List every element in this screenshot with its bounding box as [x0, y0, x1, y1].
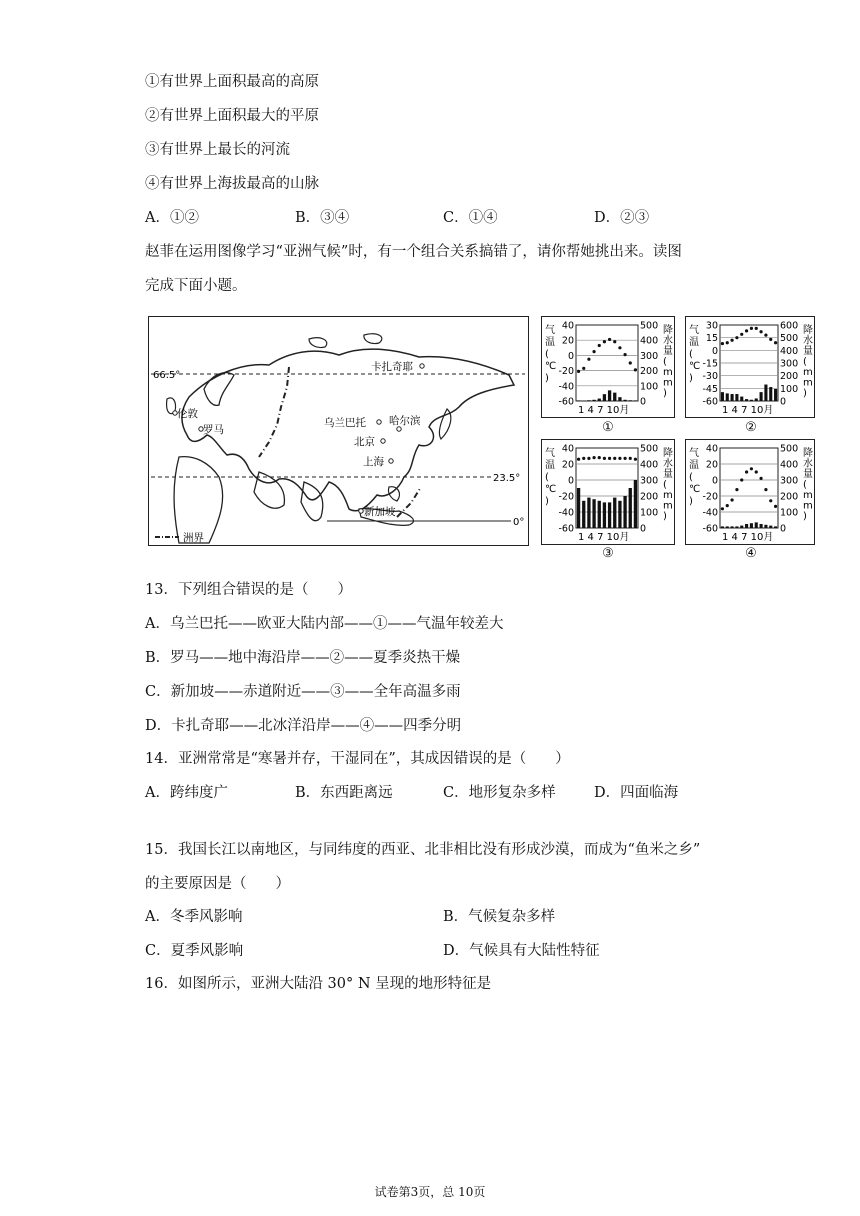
- climate-chart-4-plot: [686, 440, 814, 544]
- precip-tick-label: 0: [780, 396, 787, 408]
- city-dot: [397, 427, 401, 431]
- temp-tick-label: -15: [702, 358, 718, 370]
- temp-point: [598, 344, 601, 347]
- statement-2: ②有世界上面积最大的平原: [145, 108, 319, 124]
- temp-tick-label: -20: [558, 491, 574, 503]
- precip-axis-label: 降: [663, 448, 673, 459]
- q14-option-c[interactable]: C．地形复杂多样: [443, 785, 556, 801]
- precip-bar: [618, 501, 621, 528]
- precip-tick-label: 300: [780, 358, 799, 370]
- month-axis-label: 1 4 7 10月: [578, 405, 630, 416]
- precip-bar: [760, 392, 763, 401]
- precip-bar: [587, 400, 590, 401]
- precip-axis-label: (: [663, 479, 667, 491]
- precip-axis-label: m: [803, 490, 813, 501]
- temp-axis-label: (: [545, 349, 549, 360]
- precip-bar: [608, 390, 611, 401]
- precip-bar: [769, 387, 772, 401]
- city-singapore: 新加坡: [364, 506, 396, 518]
- precip-tick-label: 100: [640, 381, 659, 393]
- precip-bar: [726, 526, 729, 528]
- temp-tick-label: 40: [561, 443, 574, 455]
- month-axis-label: 1 4 7 10月: [722, 532, 774, 543]
- temp-point: [629, 457, 632, 460]
- precip-bar: [577, 488, 580, 528]
- q15-stem-line-2: 的主要原因是（ ）: [145, 876, 290, 892]
- precip-bar: [769, 526, 772, 528]
- temp-point: [735, 488, 738, 491]
- precip-bar: [764, 525, 767, 528]
- temp-tick-label: -45: [702, 383, 718, 395]
- temp-point: [759, 330, 762, 333]
- precip-bar: [618, 397, 621, 401]
- climate-chart-2: [685, 316, 815, 418]
- temp-axis-label: (: [545, 472, 549, 483]
- q14-option-d[interactable]: D．四面临海: [594, 785, 679, 801]
- precip-axis-label: (: [663, 356, 667, 368]
- temp-point: [592, 350, 595, 353]
- precip-bar: [750, 523, 753, 528]
- climate-chart-1: [541, 316, 675, 418]
- precip-axis-label: (: [803, 479, 807, 491]
- precip-tick-label: 0: [640, 523, 647, 535]
- q12-option-c[interactable]: C．①④: [443, 210, 498, 226]
- asia-map: [148, 316, 529, 546]
- city-beijing: 北京: [354, 436, 375, 448]
- city-dot: [389, 459, 393, 463]
- precip-bar: [587, 498, 590, 528]
- temp-axis-label: 温: [545, 460, 555, 471]
- precip-axis-label: 降: [803, 325, 813, 336]
- temp-point: [726, 504, 729, 507]
- temp-axis-label: ): [545, 373, 549, 384]
- temp-point: [613, 457, 616, 460]
- legend-label: 洲界: [183, 532, 204, 544]
- climate-chart-4: [685, 439, 815, 545]
- precip-tick-label: 500: [780, 443, 799, 455]
- temp-axis-label: ℃: [689, 361, 701, 372]
- precip-bar: [731, 526, 734, 528]
- temp-axis-label: ℃: [545, 361, 557, 372]
- temp-tick-label: -40: [558, 381, 574, 393]
- q12-option-d[interactable]: D．②③: [594, 210, 650, 226]
- precip-axis-label: 降: [663, 325, 673, 336]
- temp-tick-label: 20: [561, 459, 574, 471]
- arctic-island-outline: [309, 338, 327, 348]
- precip-tick-label: 500: [640, 443, 659, 455]
- city-dot: [420, 364, 424, 368]
- precip-bar: [726, 393, 729, 401]
- precip-tick-label: 100: [780, 383, 799, 395]
- temp-axis-label: 温: [545, 337, 555, 348]
- precip-tick-label: 600: [780, 320, 799, 332]
- temp-axis-label: 气: [689, 325, 699, 336]
- precip-bar: [721, 392, 724, 401]
- temp-tick-label: -60: [702, 523, 718, 535]
- temp-axis-label: (: [689, 472, 693, 483]
- temp-point: [726, 341, 729, 344]
- precip-bar: [735, 526, 738, 528]
- temp-axis-label: 温: [689, 460, 699, 471]
- temp-axis-label: ℃: [689, 484, 701, 495]
- precip-bar: [608, 502, 611, 528]
- city-dot: [359, 509, 363, 513]
- precip-bar: [603, 502, 606, 528]
- city-harbin: 哈尔滨: [389, 415, 421, 427]
- precip-bar: [755, 522, 758, 528]
- precip-axis-label: ): [663, 388, 667, 399]
- q12-option-a[interactable]: A．①②: [145, 210, 199, 226]
- temp-point: [582, 457, 585, 460]
- temp-point: [587, 358, 590, 361]
- climate-chart-2-plot: [686, 317, 814, 417]
- temp-point: [608, 338, 611, 341]
- temp-point: [721, 507, 724, 510]
- precip-tick-label: 300: [640, 350, 659, 362]
- temp-tick-label: 0: [711, 475, 718, 487]
- temp-axis-label: 气: [689, 448, 699, 459]
- temp-axis-label: 气: [545, 325, 555, 336]
- asia-map-drawing: [149, 317, 527, 544]
- temp-point: [608, 457, 611, 460]
- temp-tick-label: 0: [711, 345, 718, 357]
- precip-axis-label: 水: [803, 458, 813, 470]
- city-shanghai: 上海: [363, 456, 384, 468]
- lat-label-0: 0°: [513, 517, 525, 528]
- temp-tick-label: -40: [558, 507, 574, 519]
- plot-frame: [720, 448, 778, 528]
- statement-3: ③有世界上最长的河流: [145, 142, 290, 158]
- temp-point: [730, 498, 733, 501]
- precip-tick-label: 500: [780, 333, 799, 345]
- precip-bar: [634, 480, 637, 528]
- q12-option-b[interactable]: B．③④: [295, 210, 350, 226]
- temp-point: [587, 457, 590, 460]
- precip-axis-label: 量: [803, 346, 813, 357]
- temp-tick-label: -30: [702, 371, 718, 383]
- city-dot: [377, 420, 381, 424]
- scandinavia-outline: [204, 373, 234, 406]
- temp-point: [769, 338, 772, 341]
- temp-axis-label: 气: [545, 448, 555, 459]
- temp-point: [618, 346, 621, 349]
- precip-bar: [764, 385, 767, 401]
- temp-point: [629, 361, 632, 364]
- temp-point: [623, 457, 626, 460]
- q13-option-a[interactable]: A．乌兰巴托——欧亚大陆内部——①——气温年较差大: [145, 616, 504, 632]
- temp-point: [577, 458, 580, 461]
- temp-tick-label: 20: [561, 335, 574, 347]
- precip-bar: [721, 526, 724, 528]
- temp-point: [745, 329, 748, 332]
- precip-tick-label: 500: [640, 320, 659, 332]
- precip-bar: [745, 399, 748, 401]
- temp-point: [598, 456, 601, 459]
- precip-bar: [634, 400, 637, 401]
- temp-point: [592, 456, 595, 459]
- q13-option-b[interactable]: B．罗马——地中海沿岸——②——夏季炎热干燥: [145, 650, 461, 666]
- precip-tick-label: 0: [780, 523, 787, 535]
- chart-num-2: ②: [745, 420, 757, 435]
- city-london: 伦敦: [177, 408, 198, 420]
- temp-point: [618, 457, 621, 460]
- india-outline: [301, 482, 323, 521]
- temp-axis-label: ): [545, 496, 549, 507]
- temp-tick-label: -60: [558, 523, 574, 535]
- precip-axis-label: (: [803, 356, 807, 368]
- precip-tick-label: 400: [780, 459, 799, 471]
- q13-stem: 13．下列组合错误的是（ ）: [145, 582, 352, 598]
- temp-tick-label: -20: [702, 491, 718, 503]
- precip-tick-label: 400: [640, 335, 659, 347]
- precip-tick-label: 400: [640, 459, 659, 471]
- temp-point: [750, 467, 753, 470]
- precip-bar: [750, 400, 753, 401]
- precip-bar: [592, 400, 595, 401]
- chart-num-3: ③: [602, 546, 614, 561]
- temp-point: [745, 470, 748, 473]
- precip-tick-label: 200: [780, 491, 799, 503]
- precip-bar: [755, 398, 758, 401]
- precip-axis-label: 量: [663, 469, 673, 480]
- temp-tick-label: -40: [702, 507, 718, 519]
- month-axis-label: 1 4 7 10月: [578, 532, 630, 543]
- q16-stem: 16．如图所示，亚洲大陆沿 30° N 呈现的地形特征是: [145, 976, 492, 992]
- q15-option-c[interactable]: C．夏季风影响: [145, 943, 244, 959]
- temp-point: [764, 334, 767, 337]
- temp-point: [755, 327, 758, 330]
- q15-option-b[interactable]: B．气候复杂多样: [443, 909, 556, 925]
- lat-label-23: 23.5°: [493, 473, 521, 484]
- precip-bar: [623, 496, 626, 528]
- q13-option-d[interactable]: D．卡扎奇耶——北冰洋沿岸——④——四季分明: [145, 718, 462, 734]
- precip-bar: [603, 394, 606, 401]
- precip-axis-label: 水: [663, 458, 673, 470]
- climate-chart-3-plot: [542, 440, 674, 544]
- temp-axis-label: (: [689, 349, 693, 360]
- precip-axis-label: m: [663, 367, 673, 378]
- statement-1: ①有世界上面积最高的高原: [145, 74, 319, 90]
- temp-tick-label: 0: [567, 475, 574, 487]
- precip-bar: [592, 499, 595, 528]
- temp-point: [634, 458, 637, 461]
- temp-tick-label: -60: [558, 396, 574, 408]
- precip-bar: [740, 526, 743, 528]
- statement-4: ④有世界上海拔最高的山脉: [145, 176, 319, 192]
- temp-tick-label: 40: [561, 320, 574, 332]
- temp-point: [759, 477, 762, 480]
- temp-point: [764, 488, 767, 491]
- temp-tick-label: 20: [705, 459, 718, 471]
- precip-axis-label: m: [663, 490, 673, 501]
- temp-tick-label: 30: [705, 320, 718, 332]
- temp-point: [721, 342, 724, 345]
- precip-bar: [623, 400, 626, 401]
- precip-axis-label: m: [803, 377, 813, 389]
- lat-label-66: 66.5°: [153, 370, 181, 381]
- temp-tick-label: -60: [702, 396, 718, 408]
- precip-tick-label: 200: [780, 371, 799, 383]
- precip-axis-label: m: [803, 367, 813, 378]
- precip-tick-label: 400: [780, 345, 799, 357]
- chart-num-4: ④: [745, 546, 757, 561]
- temp-point: [634, 368, 637, 371]
- temp-point: [774, 505, 777, 508]
- chart-num-1: ①: [602, 420, 614, 435]
- precip-bar: [760, 524, 763, 528]
- temp-tick-label: 40: [705, 443, 718, 455]
- temp-point: [613, 340, 616, 343]
- city-dot: [381, 439, 385, 443]
- precip-bar: [731, 394, 734, 401]
- precip-axis-label: 量: [663, 346, 673, 357]
- continent-boundary: [259, 367, 289, 457]
- temp-point: [730, 339, 733, 342]
- q14-option-b[interactable]: B．东西距离远: [295, 785, 393, 801]
- temp-axis-label: ): [689, 373, 693, 384]
- temp-point: [582, 367, 585, 370]
- precip-bar: [613, 498, 616, 528]
- temp-point: [735, 336, 738, 339]
- q14-option-a[interactable]: A．跨纬度广: [145, 785, 228, 801]
- climate-chart-1-plot: [542, 317, 674, 417]
- precip-bar: [629, 488, 632, 528]
- temp-point: [577, 370, 580, 373]
- precip-bar: [598, 399, 601, 401]
- temp-axis-label: ): [689, 496, 693, 507]
- precip-tick-label: 300: [640, 475, 659, 487]
- precip-bar: [582, 501, 585, 528]
- precip-tick-label: 100: [780, 507, 799, 519]
- precip-axis-label: ): [803, 511, 807, 522]
- precip-axis-label: ): [803, 388, 807, 399]
- q15-option-a[interactable]: A．冬季风影响: [145, 909, 243, 925]
- page-footer: 试卷第3页，总 10页: [374, 1185, 486, 1199]
- precip-axis-label: 量: [803, 469, 813, 480]
- precip-bar: [577, 400, 580, 401]
- month-axis-label: 1 4 7 10月: [722, 405, 774, 416]
- temp-axis-label: ℃: [545, 484, 557, 495]
- precip-tick-label: 0: [640, 396, 647, 408]
- africa-outline: [174, 457, 223, 543]
- q14-stem: 14．亚洲常常是“寒暑并存，干湿同在”，其成因错误的是（ ）: [145, 751, 570, 767]
- precip-axis-label: 降: [803, 448, 813, 459]
- city-rome: 罗马: [203, 424, 224, 436]
- temp-tick-label: 0: [567, 350, 574, 362]
- precip-tick-label: 200: [640, 491, 659, 503]
- temp-point: [755, 470, 758, 473]
- precip-axis-label: 水: [803, 335, 813, 347]
- precip-bar: [740, 397, 743, 401]
- precip-axis-label: m: [663, 377, 673, 389]
- temp-tick-label: 15: [705, 333, 718, 345]
- intro-line-2: 完成下面小题。: [145, 278, 247, 294]
- city-kazachye: 卡扎奇耶: [371, 361, 413, 373]
- temp-point: [740, 478, 743, 481]
- precip-axis-label: ): [663, 511, 667, 522]
- q15-stem-line-1: 15．我国长江以南地区，与同纬度的西亚、北非相比没有形成沙漠，而成为“鱼米之乡”: [145, 842, 701, 858]
- precip-bar: [735, 394, 738, 401]
- precip-bar: [774, 389, 777, 401]
- precip-bar: [598, 501, 601, 528]
- city-ulaanbaatar: 乌兰巴托: [324, 417, 366, 429]
- precip-axis-label: m: [803, 500, 813, 512]
- precip-tick-label: 100: [640, 507, 659, 519]
- precip-axis-label: 水: [663, 335, 673, 347]
- precip-bar: [629, 400, 632, 401]
- temp-point: [769, 499, 772, 502]
- precip-bar: [745, 524, 748, 528]
- temp-point: [740, 333, 743, 336]
- temp-point: [603, 457, 606, 460]
- precip-tick-label: 200: [640, 366, 659, 378]
- arctic-island-outline: [364, 334, 382, 344]
- temp-point: [623, 353, 626, 356]
- precip-bar: [774, 526, 777, 528]
- precip-tick-label: 300: [780, 475, 799, 487]
- q15-option-d[interactable]: D．气候具有大陆性特征: [443, 943, 600, 959]
- q13-option-c[interactable]: C．新加坡——赤道附近——③——全年高温多雨: [145, 684, 461, 700]
- temp-point: [603, 340, 606, 343]
- climate-chart-3: [541, 439, 675, 545]
- temp-tick-label: -20: [558, 366, 574, 378]
- temp-axis-label: 温: [689, 337, 699, 348]
- temp-point: [774, 341, 777, 344]
- precip-bar: [613, 393, 616, 401]
- continent-boundary: [397, 487, 421, 517]
- intro-line-1: 赵菲在运用图像学习“亚洲气候”时，有一个组合关系搞错了，请你帮她挑出来。读图: [145, 244, 682, 260]
- temp-point: [750, 327, 753, 330]
- precip-axis-label: m: [663, 500, 673, 512]
